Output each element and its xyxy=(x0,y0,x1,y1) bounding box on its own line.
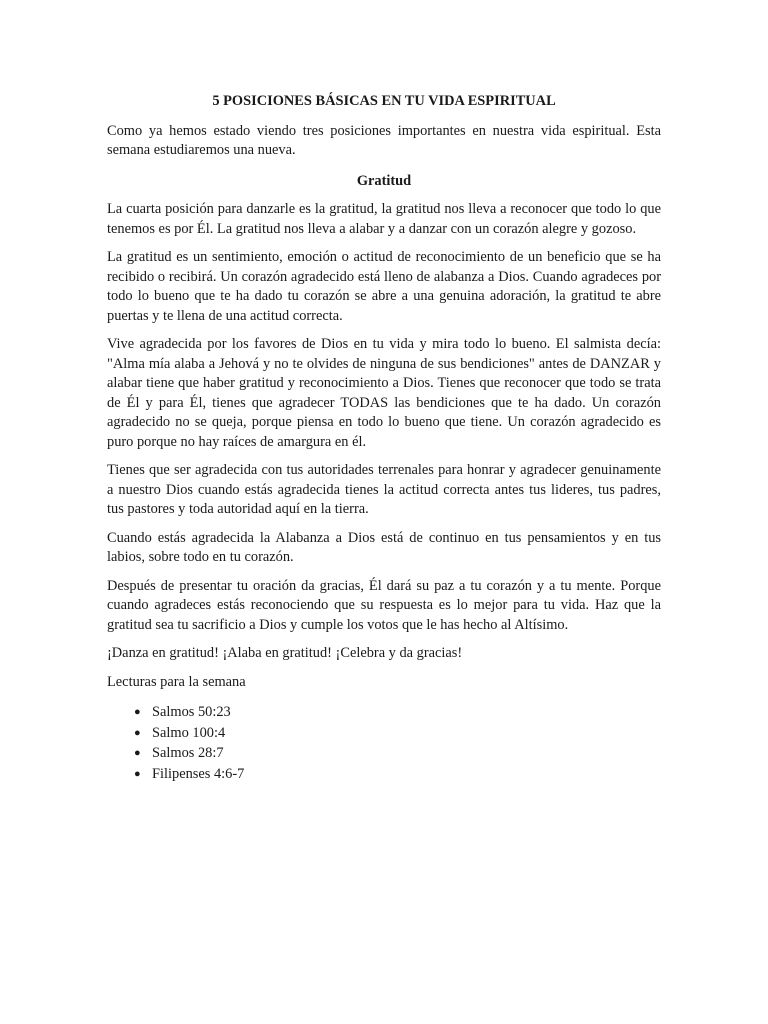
intro-paragraph: Como ya hemos estado viendo tres posiciones importantes en nuestra vida espiritual. Esta semana estudiaremos una nueva. xyxy=(107,122,661,158)
bullet-icon: ● xyxy=(134,706,141,718)
paragraph: Tienes que ser agradecida con tus autoridades terrenales para honrar y agradecer genuinamente a nuestro Dios cuando estás agradecida tienes la actitud correcta antes tus lideres, tus padres, tus pastores y toda autoridad aquí en la tierra. xyxy=(107,462,661,517)
paragraph: Después de presentar tu oración da gracias, Él dará su paz a tu corazón y a tu mente. Porque cuando agradeces estás reconociendo que su respuesta es lo mejor para tu vida. Haz que la gratitud sea tu sacrificio a Dios y cumple los votos que le has hecho al Altísimo. xyxy=(107,577,661,633)
paragraph: Vive agradecida por los favores de Dios en tu vida y mira todo lo bueno. El salmista decía: "Alma mía alaba a Jehová y no te olvides de ninguna de sus bendiciones" antes de DANZAR y alabar tiene que haber gratitud y reconocimiento a Dios. Tienes que reconocer que todo se trata de Él y para Él, tienes que agradecer TODAS las bendiciones que te ha dado. Un corazón agradecido no se queja, porque piensa en todo lo bueno que tiene. Un corazón agradecido es puro porque no hay raíces de amargura en él. xyxy=(107,336,661,450)
list-item xyxy=(134,723,661,744)
list-item xyxy=(134,743,661,764)
paragraph: Cuando estás agradecida la Alabanza a Dios está de continuo en tus pensamientos y en tus labios, sobre todo en tu corazón. xyxy=(107,529,661,565)
reading-text: Salmos 28:7 xyxy=(152,745,224,761)
list-item xyxy=(134,702,661,723)
document-page xyxy=(107,88,661,784)
section-heading: Gratitud xyxy=(356,172,412,189)
exclamation-paragraph: ¡Danza en gratitud! ¡Alaba en gratitud! ¡Celebra y da gracias! xyxy=(107,645,463,661)
paragraph: La cuarta posición para danzarle es la gratitud, la gratitud nos lleva a reconocer que todo lo que tenemos es por Él. La gratitud nos lleva a alabar y a danzar con un corazón alegre y gozoso. xyxy=(107,201,661,237)
readings-heading: Lecturas para la semana xyxy=(107,673,246,690)
bullet-icon: ● xyxy=(134,767,141,780)
reading-text: Filipenses 4:6-7 xyxy=(152,765,245,782)
bullet-icon: ● xyxy=(134,747,141,759)
reading-text: Salmo 100:4 xyxy=(152,724,226,741)
list-item xyxy=(134,764,661,785)
readings-list xyxy=(107,702,661,784)
document-title: 5 POSICIONES BÁSICAS EN TU VIDA ESPIRITUAL xyxy=(212,93,556,109)
reading-text: Salmos 50:23 xyxy=(152,704,231,720)
bullet-icon: ● xyxy=(134,726,141,739)
paragraph: La gratitud es un sentimiento, emoción o actitud de reconocimiento de un beneficio que se ha recibido o recibirá. Un corazón agradecido está lleno de alabanza a Dios. Cuando agradeces por todo lo bueno que te ha dado tu corazón se abre a una genuina adoración, la gratitud te abre puertas y te llena de una actitud correcta. xyxy=(107,249,661,324)
